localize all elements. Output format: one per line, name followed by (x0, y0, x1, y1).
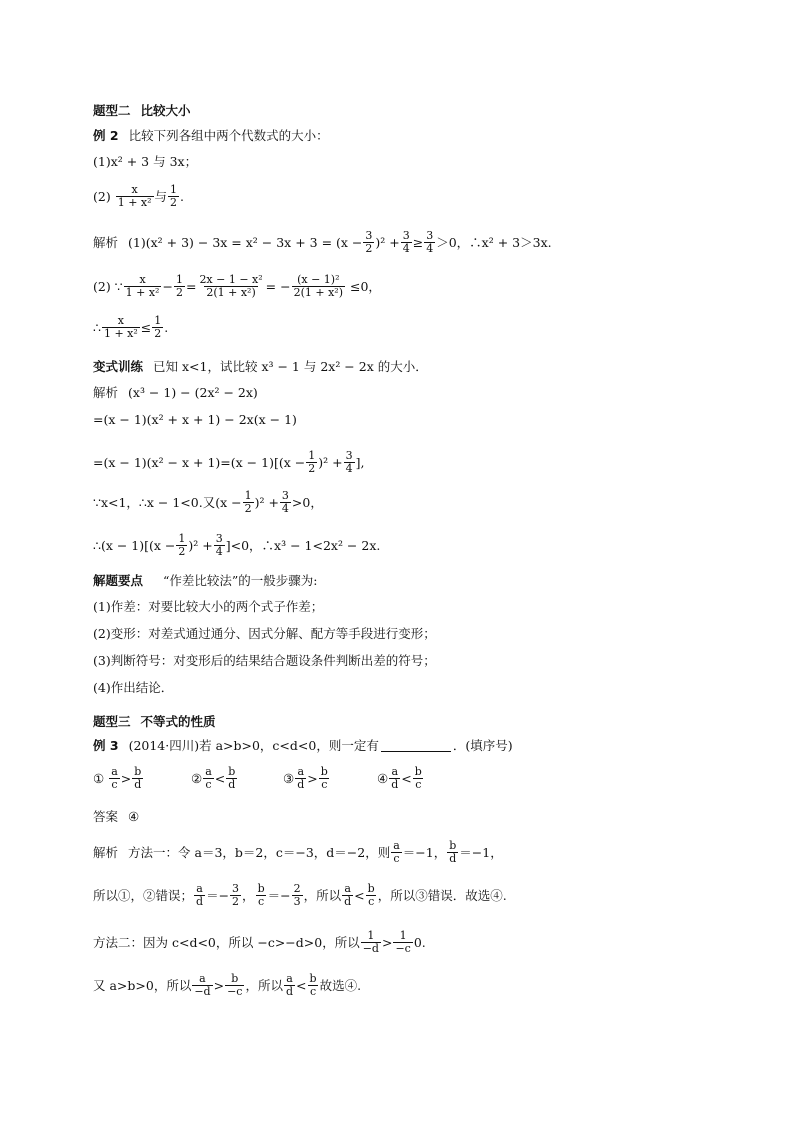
math-text: ④ (377, 770, 389, 786)
fraction (292, 883, 303, 908)
fraction (197, 274, 264, 299)
math-text: −c (227, 985, 243, 999)
math-text: b (134, 765, 142, 778)
section-head: 题型二 (93, 103, 131, 118)
math-text: 1 (367, 929, 375, 942)
fraction (280, 490, 291, 515)
section-heading-3 (93, 714, 216, 730)
math-text: 1 + x² (103, 327, 138, 341)
fraction (424, 230, 435, 255)
math-text: 3 (402, 229, 410, 242)
math-text: c (205, 778, 212, 792)
variant-solution-4 (93, 490, 323, 515)
variant-solution-1 (93, 385, 258, 401)
math-text: 2 (293, 882, 301, 895)
section-title: 不等式的性质 (140, 714, 216, 729)
math-text: 1 (308, 449, 316, 462)
fraction (389, 766, 400, 791)
fraction (295, 766, 306, 791)
math-text: a (393, 839, 400, 852)
solution-label: 解析 (93, 844, 119, 860)
step-text: (3)判断符号：对变形后的结果结合题设条件判断出差的符号； (93, 653, 436, 668)
math-text: > (120, 770, 132, 786)
math-text: = − (265, 278, 291, 294)
math-text: 1 + x² (125, 286, 160, 300)
fraction (361, 930, 381, 955)
math-text: 故选④. (319, 977, 362, 993)
math-text: = (185, 278, 197, 294)
section-head: 题型三 (93, 714, 131, 729)
answer-label: 答案 (93, 809, 119, 824)
math-text: d (344, 895, 352, 909)
key-step-1 (93, 599, 323, 615)
math-text: =(x − 1)(x² + x + 1) − 2x(x − 1) (93, 412, 297, 427)
math-text: 3 (215, 532, 223, 545)
math-text: b (309, 972, 317, 985)
math-text: ＝−1， (402, 844, 447, 860)
math-text: 4 (281, 502, 289, 516)
math-text: a (286, 972, 293, 985)
math-text: ], (355, 454, 365, 470)
math-text: b (449, 839, 457, 852)
math-text: 1 (178, 532, 186, 545)
math-text: d (228, 778, 236, 792)
math-text: b (367, 882, 375, 895)
variant-solution-5 (93, 533, 380, 558)
fraction (306, 450, 317, 475)
math-text: 1 (170, 183, 178, 196)
math-text: 3 (365, 229, 373, 242)
example-3-solution-2 (93, 883, 507, 908)
math-text: ]<0，∴x³ − 1<2x² − 2x. (225, 537, 381, 553)
key-step-4 (93, 680, 173, 696)
answer-value: ④ (128, 809, 140, 824)
math-text: )² + (375, 234, 400, 250)
fraction (342, 883, 353, 908)
math-text: ，所以 (303, 887, 342, 903)
example-2-solution-1 (93, 230, 552, 255)
math-text: ，所以 (245, 977, 283, 993)
math-text: x (139, 273, 146, 286)
math-text: 3 (293, 895, 301, 909)
math-text: 3 (281, 489, 289, 502)
fraction (176, 533, 187, 558)
math-text: ≤0， (349, 278, 381, 294)
example-2-part1 (93, 154, 197, 170)
option-3 (283, 766, 377, 791)
math-text: a (205, 765, 212, 778)
part-prefix: (2) (93, 188, 111, 204)
key-points-heading (93, 573, 318, 589)
math-text: ≤ (140, 319, 152, 335)
math-text: d (297, 778, 305, 792)
fraction (243, 490, 254, 515)
math-text: )² + (188, 537, 213, 553)
math-text: d (285, 985, 294, 999)
math-text: 2 (232, 895, 240, 909)
math-text: b (231, 972, 239, 985)
fraction (192, 973, 212, 998)
example-text: 比较下列各组中两个代数式的大小： (128, 128, 329, 143)
example-2-question (93, 128, 329, 144)
solution-label: 解析 (93, 234, 119, 250)
example-2-solution-2 (93, 274, 381, 299)
math-text: a (391, 765, 399, 778)
math-text: b (257, 882, 265, 895)
math-text: c (309, 985, 317, 999)
example-3-answer (93, 809, 139, 825)
math-text: 3 (345, 449, 353, 462)
math-text: (1)(x² + 3) − 3x = x² − 3x + 3 = (x − (128, 234, 363, 250)
math-text: c (321, 778, 328, 792)
math-text: ② (191, 770, 203, 786)
fraction (308, 973, 319, 998)
math-text: 1 (154, 314, 162, 327)
section-title: 比较大小 (140, 103, 191, 118)
example-3-method-2b (93, 973, 361, 998)
math-text: −d (194, 985, 211, 999)
math-text: 方法一：令 a＝3，b＝2，c＝−3，d＝−2，则 (128, 844, 391, 860)
math-text: d (134, 778, 142, 792)
math-text: > (381, 934, 393, 950)
math-text: =(x − 1)(x² − x + 1)=(x − 1)[(x − (93, 454, 306, 470)
math-text: 方法二：因为 c<d<0，所以 −c>−d>0，所以 (93, 934, 360, 950)
math-text: < (401, 770, 412, 786)
fraction (366, 883, 377, 908)
fraction (413, 766, 424, 791)
math-text: ，所以③错误．故选④. (377, 887, 507, 903)
part-text: (1)x² + 3 与 3x； (93, 154, 198, 169)
math-text: (2) ∵ (93, 278, 123, 294)
math-text: )² + (318, 454, 343, 470)
math-text: > (307, 770, 318, 786)
math-text: ＝− (267, 887, 291, 903)
option-1 (93, 766, 191, 791)
math-text: >0， (291, 494, 323, 510)
math-text: 2 (244, 502, 252, 516)
math-text: 2 (178, 545, 186, 559)
math-text: ∴ (93, 319, 101, 335)
math-text: d (196, 895, 204, 909)
math-text: x (117, 314, 124, 327)
fraction (152, 315, 163, 340)
example-text: ．(填序号) (452, 738, 513, 753)
math-text: < (354, 887, 365, 903)
math-text: 所以①，②错误； (93, 887, 194, 903)
fraction (102, 315, 140, 340)
math-text: ＝−1， (459, 844, 503, 860)
fraction (203, 766, 214, 791)
math-text: −d (362, 942, 379, 956)
math-text: . (164, 319, 169, 335)
math-text: 1 (244, 489, 252, 502)
example-2-part2 (93, 184, 184, 209)
variant-question (93, 359, 428, 375)
example-3-method-2 (93, 930, 426, 955)
math-text: (x − 1)² (297, 273, 340, 286)
math-text: ① (93, 770, 105, 786)
math-text: d (391, 778, 399, 792)
fraction (225, 973, 244, 998)
section-heading-2 (93, 103, 191, 119)
fraction (174, 274, 185, 299)
key-step-2 (93, 626, 436, 642)
fraction (109, 766, 120, 791)
fraction (319, 766, 330, 791)
option-4 (377, 766, 425, 791)
fraction (124, 274, 162, 299)
fraction (292, 274, 345, 299)
math-text: < (214, 770, 226, 786)
text: 与 (154, 188, 168, 204)
fraction (363, 230, 374, 255)
math-text: 又 a>b>0，所以 (93, 977, 192, 993)
solution-label: 解析 (93, 385, 119, 400)
text: . (180, 188, 185, 204)
variant-solution-3 (93, 450, 364, 475)
fraction (226, 766, 237, 791)
variant-solution-2 (93, 412, 297, 428)
math-text: ∵x<1，∴x − 1<0.又(x − (93, 494, 242, 510)
fraction (214, 533, 225, 558)
math-text: b (414, 765, 422, 778)
math-text: ＝− (206, 887, 230, 903)
math-text: 1 (399, 929, 407, 942)
fraction (391, 840, 402, 865)
math-text: c (415, 778, 422, 792)
key-step-3 (93, 653, 436, 669)
math-text: (x³ − 1) − (2x² − 2x) (128, 385, 258, 400)
key-label: 解题要点 (93, 573, 144, 588)
fraction (116, 184, 154, 209)
math-text: a (196, 882, 203, 895)
math-text: ∴(x − 1)[(x − (93, 537, 176, 553)
math-text: 2 (175, 286, 183, 300)
math-text: > (213, 977, 225, 993)
answer-blank (381, 739, 451, 752)
math-text: ＞0，∴x² + 3＞3x. (436, 234, 552, 250)
math-text: ③ (283, 770, 295, 786)
fraction (132, 766, 143, 791)
math-text: c (258, 895, 265, 909)
example-label: 例 2 (93, 128, 119, 143)
key-text: “作差比较法”的一般步骤为: (163, 573, 318, 588)
step-text: (2)变形：对差式通过通分、因式分解、配方等手段进行变形； (93, 626, 436, 641)
math-text: 3 (426, 229, 434, 242)
fraction (230, 883, 241, 908)
math-text: x (131, 183, 138, 196)
example-3-solution-1 (93, 840, 503, 865)
math-text: b (320, 765, 328, 778)
variant-label: 变式训练 (93, 359, 144, 374)
math-text: c (111, 778, 118, 792)
math-text: 2(1 + x²) (206, 286, 256, 300)
math-text: 2x − 1 − x² (199, 273, 263, 286)
fraction (344, 450, 355, 475)
fraction (393, 930, 412, 955)
step-text: (4)作出结论． (93, 680, 174, 695)
math-text: 4 (215, 545, 223, 559)
fraction (256, 883, 267, 908)
fraction (194, 883, 205, 908)
example-3-options (93, 766, 425, 791)
math-text: a (297, 765, 305, 778)
math-text: 1 + x² (117, 196, 152, 210)
math-text: < (296, 977, 307, 993)
math-text: 4 (426, 242, 434, 256)
example-text: (2014·四川)若 a>b>0，c<d<0，则一定有 (128, 738, 379, 753)
math-text: b (228, 765, 236, 778)
math-text: 4 (402, 242, 410, 256)
math-text: )² + (254, 494, 279, 510)
math-text: 0. (413, 934, 426, 950)
math-text: ， (242, 887, 255, 903)
math-text: 4 (345, 462, 353, 476)
math-text: a (344, 882, 351, 895)
math-text: 2 (365, 242, 373, 256)
math-text: 2 (170, 196, 178, 210)
fraction (401, 230, 412, 255)
example-3-question (93, 738, 513, 754)
math-text: a (199, 972, 206, 985)
math-text: 1 (175, 273, 183, 286)
math-text: c (393, 852, 400, 866)
math-text: c (368, 895, 375, 909)
math-text: − (162, 278, 173, 294)
math-text: 2(1 + x²) (293, 286, 343, 300)
example-label: 例 3 (93, 738, 119, 753)
math-text: −c (395, 942, 411, 956)
example-2-solution-3 (93, 315, 168, 340)
fraction (447, 840, 458, 865)
option-2 (191, 766, 283, 791)
math-text: 2 (308, 462, 316, 476)
math-text: 2 (154, 327, 162, 341)
step-text: (1)作差：对要比较大小的两个式子作差； (93, 599, 324, 614)
math-text: 3 (232, 882, 240, 895)
math-text: ≥ (412, 234, 424, 250)
math-text: d (449, 852, 457, 866)
math-text: a (111, 765, 118, 778)
fraction (168, 184, 179, 209)
variant-text: 已知 x<1，试比较 x³ − 1 与 2x² − 2x 的大小． (153, 359, 428, 374)
fraction (284, 973, 295, 998)
